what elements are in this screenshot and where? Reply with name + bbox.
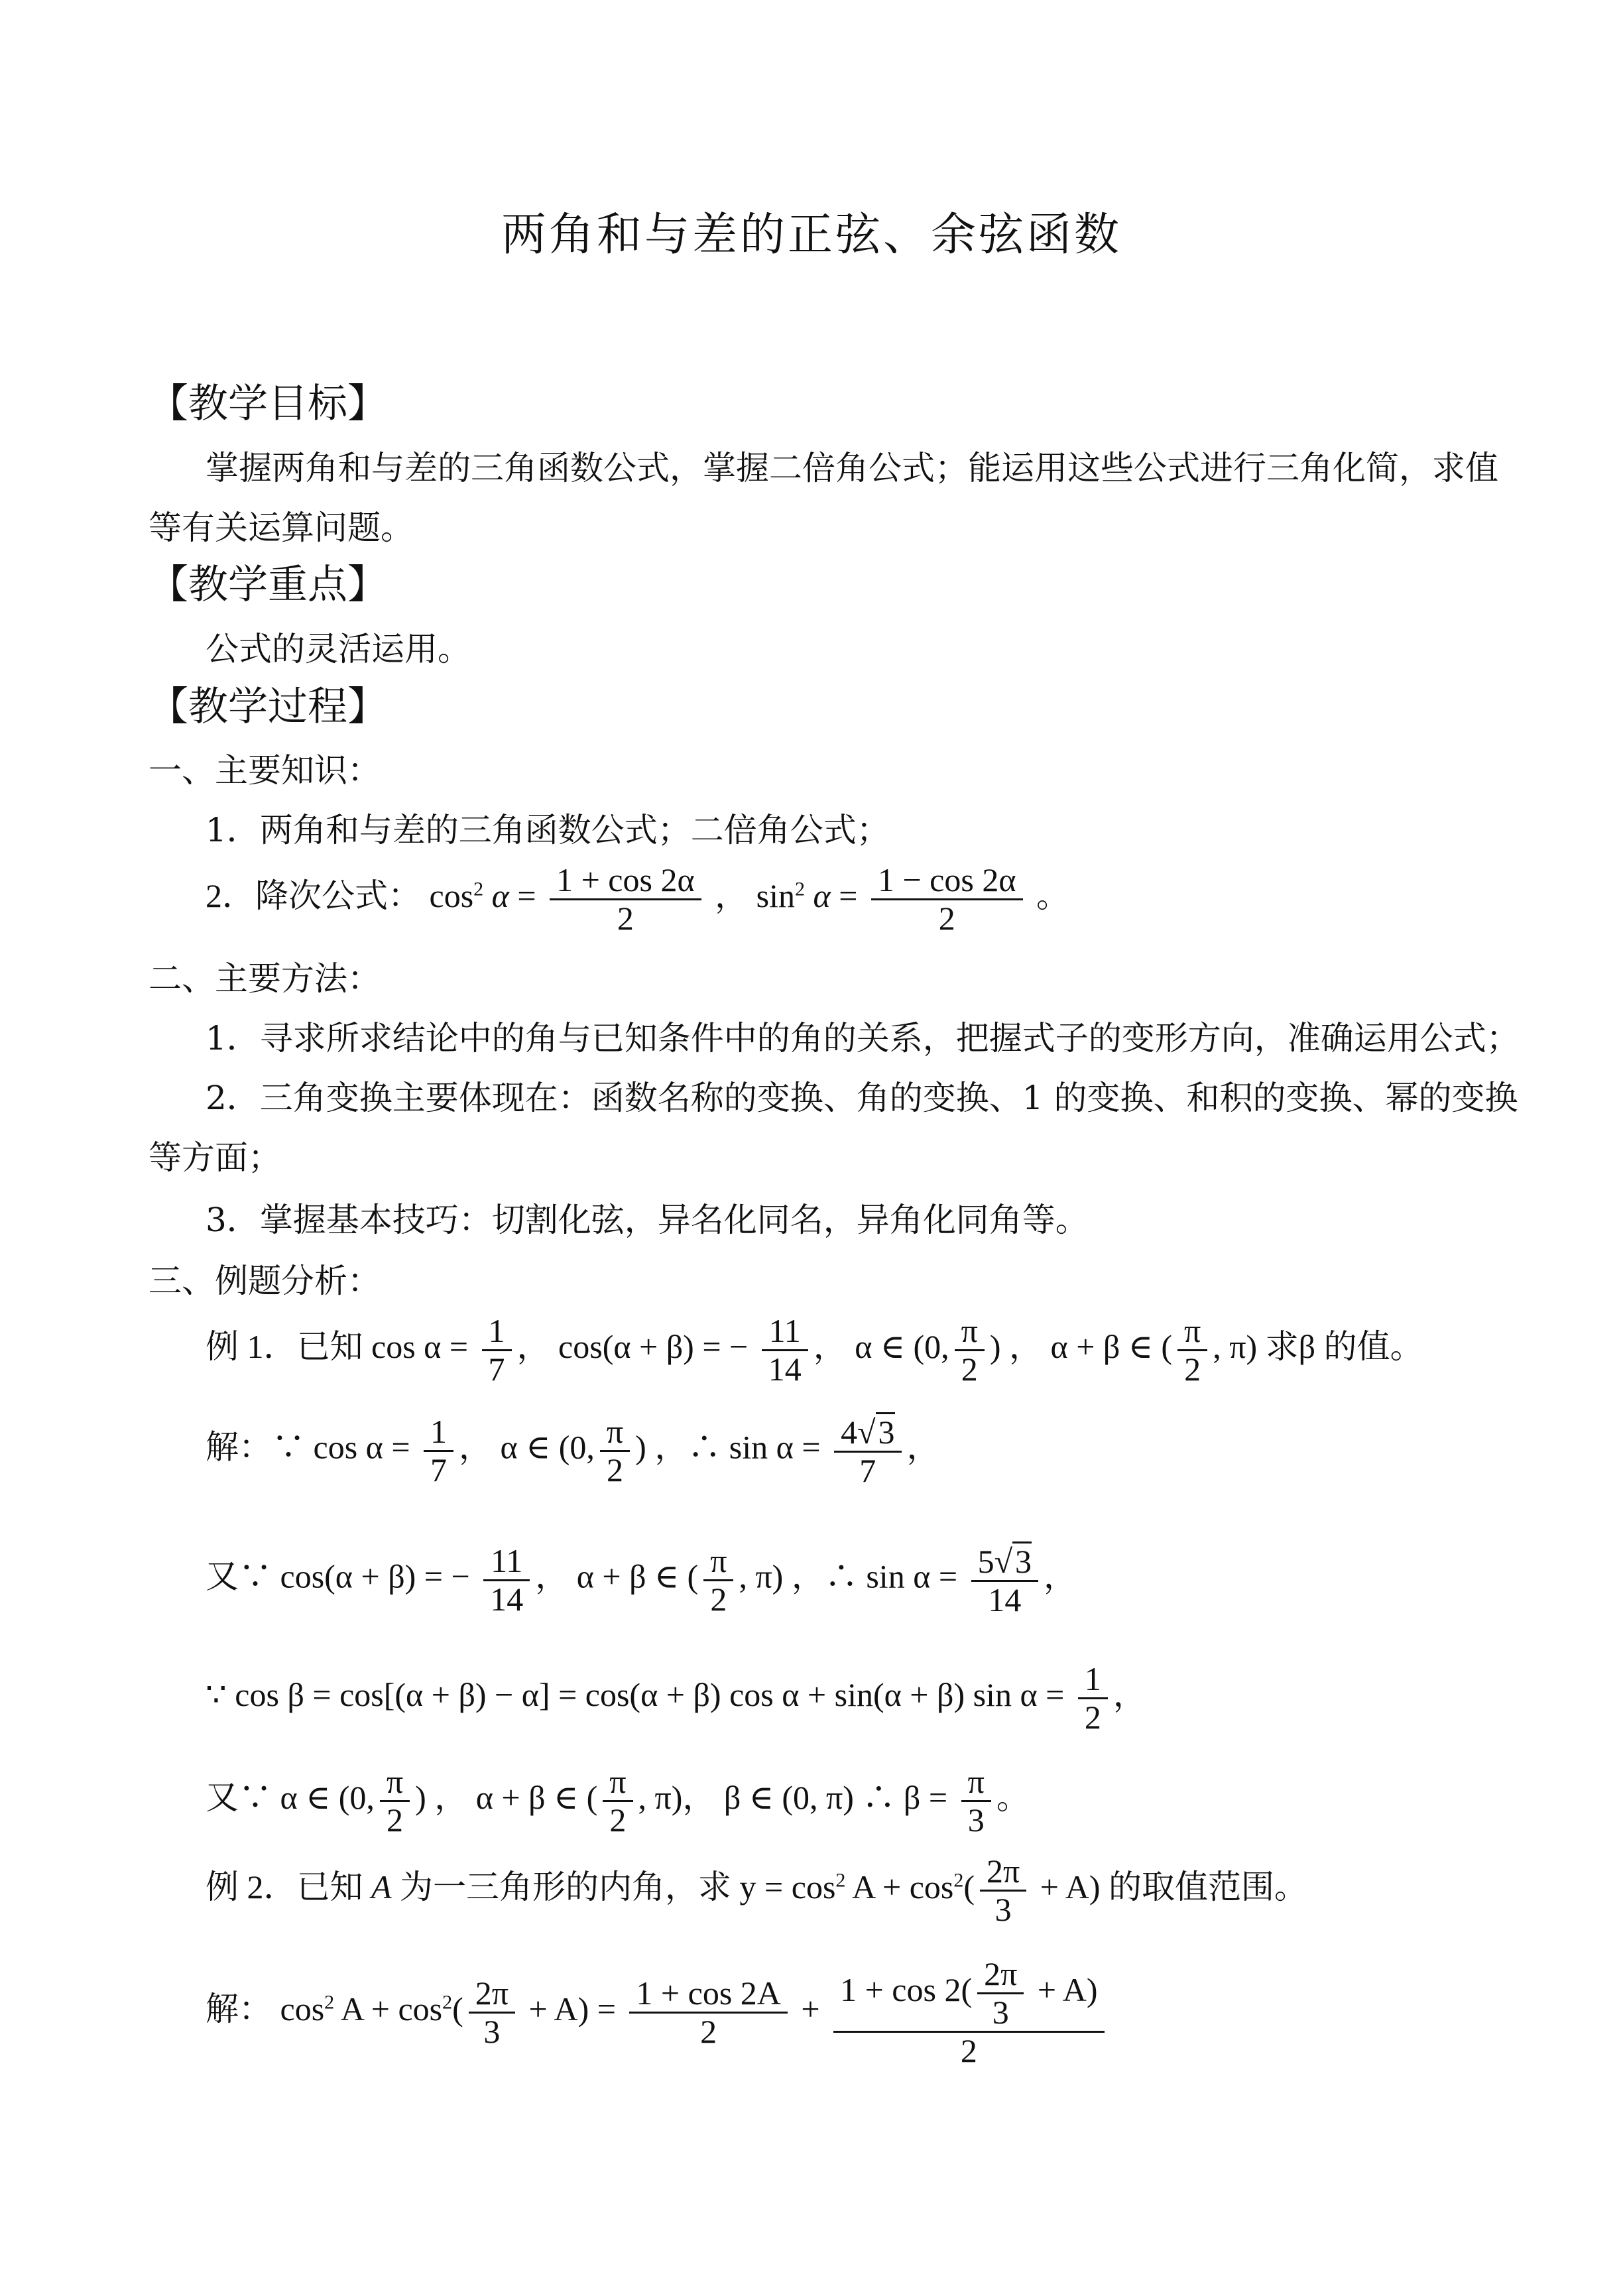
solution-1-line3: ∵ cos β = cos[(α + β) − α] = cos(α + β) cos α + sin(α + β) sin α = $\frac{1}{2}$ ，	[206, 1660, 1146, 1736]
solution-1-line4: 又∵ α ∈ (0, $\frac{\pi}{2}$ ) ， α + β ∈ ( $\frac{\pi}{2}$ , π)， β ∈ (0, π) ∴ β = $\frac{\pi}{3}$ 。	[206, 1763, 1030, 1839]
goal-heading: 【教学目标】	[149, 381, 387, 427]
methods-item-1: 1．寻求所求结论中的角与已知条件中的角的关系，把握式子的变形方向，准确运用公式；	[206, 1019, 1520, 1057]
examples-heading: 三、例题分析：	[149, 1262, 381, 1300]
item2-label: 2．降次公式：	[206, 876, 421, 914]
process-heading: 【教学过程】	[149, 684, 387, 730]
knowledge-item-1: 1．两角和与差的三角函数公式；二倍角公式；	[206, 811, 890, 849]
sin-squared-fraction: $\frac{1 - \cos 2\alpha}{2}$	[871, 862, 1023, 937]
goal-text-line2: 等有关运算问题。	[149, 509, 414, 547]
goal-text-line1: 掌握两角和与差的三角函数公式，掌握二倍角公式；能运用这些公式进行三角化简，求值	[206, 449, 1498, 487]
knowledge-heading: 一、主要知识：	[149, 751, 381, 790]
cos-squared-fraction: $\frac{1 + \cos 2\alpha}{2}$	[550, 862, 701, 937]
methods-item-3: 3．掌握基本技巧：切割化弦，异名化同名，异角化同角等。	[206, 1201, 1089, 1239]
methods-heading: 二、主要方法：	[149, 959, 381, 998]
focus-heading: 【教学重点】	[149, 562, 387, 608]
example-1: 例 1．已知 cos α = $\frac{1}{7}$ ， cos(α + β) = − $\frac{11}{14}$ ， α ∈ (0, $\frac{\pi}{2}$ ) ， α + β ∈ ( $\frac{\pi}{2}$ , π) 求β 的值。	[206, 1312, 1423, 1388]
methods-item-2-line1: 2．三角变换主要体现在：函数名称的变换、角的变换、1 的变换、和积的变换、幂的变换	[206, 1079, 1518, 1117]
solution-1-line2: 又∵ cos(α + β) = − $\frac{11}{14}$ ， α + β ∈ ( $\frac{\pi}{2}$ , π) ，∴ sin α = $\frac{5√3}{14}$ ，	[206, 1541, 1077, 1618]
solution-2: 解： $\cos^2 A + \cos^2$( $\frac{2\pi}{3}$ + A) = $\frac{1 + \cos 2A}{2}$ + 1 + cos 2( $\frac{2\pi}{3}$ + A) 2	[206, 1956, 1110, 2069]
knowledge-item-2: 2．降次公式： $\cos^2 \alpha$ = $\frac{1 + \cos 2\alpha}{2}$ ， $\sin^2 \alpha$ = $\frac{1 - \cos 2\alpha}{2}$ 。	[206, 861, 1070, 937]
solution-1-line1: 解：∵ cos α = $\frac{1}{7}$ ， α ∈ (0, $\frac{\pi}{2}$ ) ，∴ sin α = $\frac{4√3}{7}$ ，	[206, 1412, 940, 1489]
example-2: 例 2．已知 A 为一三角形的内角，求 $y = \cos^2 A + \cos^2$( $\frac{2\pi}{3}$ + A) 的取值范围。	[206, 1852, 1307, 1928]
focus-text: 公式的灵活运用。	[206, 630, 471, 668]
methods-item-2-line2: 等方面；	[149, 1138, 281, 1177]
page-title: 两角和与差的正弦、余弦函数	[501, 209, 1122, 261]
